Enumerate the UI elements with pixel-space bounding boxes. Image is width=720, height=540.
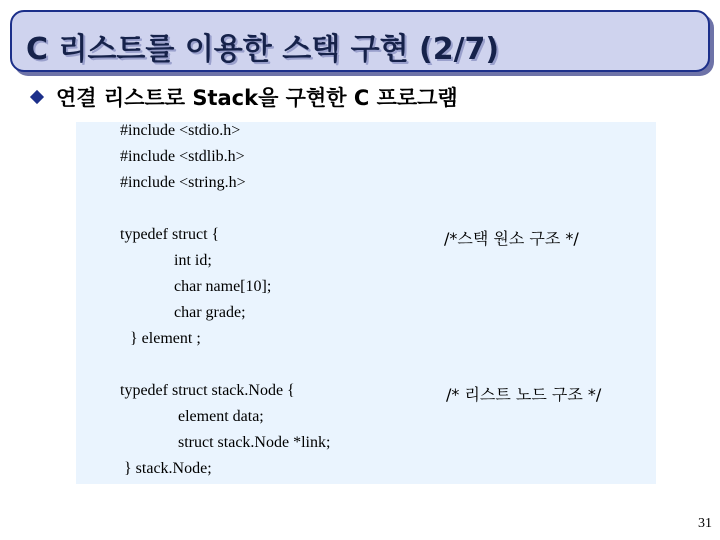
page-number: 31 [698,516,712,531]
struct-field: char name[10]; [174,278,272,295]
struct-field: char grade; [174,304,246,321]
slide-title: C 리스트를 이용한 스택 구현 (2/7) [26,32,500,67]
bullet-text: 연결 리스트로 Stack을 구현한 C 프로그램 [56,86,458,110]
struct-field: element data; [178,408,264,425]
include-line: #include <stdio.h> [120,122,241,139]
node-struct-open: typedef struct stack.Node { [120,382,295,399]
element-struct-open: typedef struct { [120,226,220,243]
element-struct-close: } element ; [130,330,201,347]
bullet-row [30,82,458,112]
node-struct-comment: /* 리스트 노드 구조 */ [446,385,602,404]
include-line: #include <stdlib.h> [120,148,245,165]
struct-field: int id; [174,252,212,269]
node-struct-close: } stack.Node; [124,460,212,477]
slide-title-banner [10,10,710,72]
diamond-bullet-icon [30,90,44,104]
element-struct-comment: /*스택 원소 구조 */ [444,229,579,248]
include-line: #include <string.h> [120,174,246,191]
code-block [76,122,656,484]
struct-field: struct stack.Node *link; [178,434,331,451]
